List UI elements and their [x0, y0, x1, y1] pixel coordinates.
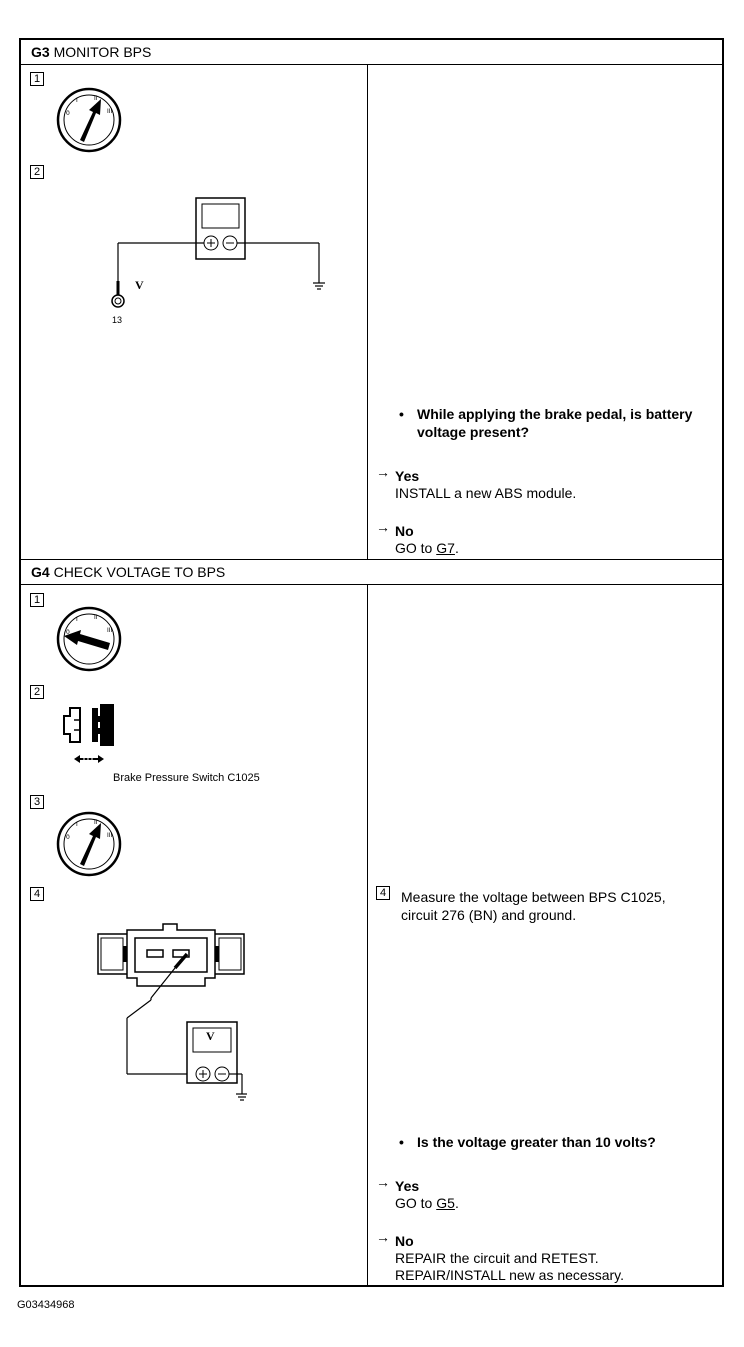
- connector-caption: Brake Pressure Switch C1025: [113, 772, 260, 784]
- svg-text:0: 0: [66, 110, 70, 117]
- svg-text:III: III: [107, 108, 113, 115]
- section-header-g4: [21, 560, 722, 585]
- svg-text:III: III: [107, 832, 113, 839]
- no-action-prefix: GO to: [395, 540, 433, 556]
- svg-text:II: II: [94, 819, 98, 826]
- question-text: While applying the brake pedal, is battery: [417, 406, 693, 422]
- step-number-box: 2: [30, 165, 44, 179]
- svg-text:III: III: [107, 627, 113, 634]
- step-number-box: 1: [30, 72, 44, 86]
- step-number-box: 2: [30, 685, 44, 699]
- step-number-box: 3: [30, 795, 44, 809]
- procedure-table: [19, 38, 724, 1287]
- column-divider-g3: [367, 65, 368, 560]
- svg-text:I: I: [76, 616, 78, 623]
- ignition-switch-off-icon: [54, 604, 124, 674]
- step-number-box: 4: [376, 886, 390, 900]
- section-id-g3: G3: [31, 44, 50, 60]
- no-label: No: [395, 1233, 414, 1249]
- voltmeter-label: V: [206, 1029, 215, 1043]
- no-action: REPAIR the circuit and RETEST.: [395, 1250, 599, 1266]
- arrow-icon: →: [376, 519, 390, 535]
- svg-text:0: 0: [66, 834, 70, 841]
- no-action: [395, 539, 459, 557]
- svg-text:I: I: [76, 97, 78, 104]
- svg-text:0: 0: [66, 629, 70, 636]
- figure-id: G03434968: [17, 1299, 75, 1311]
- svg-text:II: II: [94, 614, 98, 621]
- connector-pin-label: 13: [112, 315, 123, 325]
- goto-g5-link[interactable]: G5: [436, 1195, 455, 1211]
- voltmeter-circuit-diagram: [101, 195, 341, 335]
- arrow-icon: →: [376, 464, 390, 480]
- svg-text:I: I: [76, 821, 78, 828]
- arrow-icon: →: [376, 1229, 390, 1245]
- goto-g7-link[interactable]: G7: [436, 540, 455, 556]
- step-number-box: 4: [30, 887, 44, 901]
- no-action-suffix: .: [454, 540, 459, 556]
- step-number-box: 1: [30, 593, 44, 607]
- arrow-icon: →: [376, 1174, 390, 1190]
- ignition-switch-run-icon: [54, 85, 124, 155]
- measure-instruction-line2: circuit 276 (BN) and ground.: [401, 907, 577, 923]
- column-divider-g4: [367, 585, 368, 1287]
- question-text-line2: voltage present?: [417, 424, 530, 440]
- yes-action: [395, 1194, 459, 1212]
- question-bullet: •: [399, 1134, 404, 1150]
- section-title-g3: MONITOR BPS: [53, 44, 152, 60]
- measure-instruction: Measure the voltage between BPS C1025,: [401, 889, 666, 905]
- no-label: No: [395, 523, 414, 539]
- yes-action-prefix: GO to: [395, 1195, 433, 1211]
- yes-action-suffix: .: [454, 1195, 459, 1211]
- section-header-g3: [21, 40, 722, 65]
- svg-text:II: II: [94, 95, 98, 102]
- connector-voltage-probe-diagram: [97, 920, 247, 1105]
- yes-action: INSTALL a new ABS module.: [395, 485, 577, 501]
- voltmeter-label: V: [135, 278, 144, 292]
- no-action-line2: REPAIR/INSTALL new as necessary.: [395, 1267, 625, 1283]
- section-id-g4: G4: [31, 564, 50, 580]
- ignition-switch-run-icon: [54, 809, 124, 879]
- yes-label: Yes: [395, 468, 420, 484]
- question-text: Is the voltage greater than 10 volts?: [417, 1134, 656, 1150]
- question-bullet: •: [399, 406, 404, 422]
- yes-label: Yes: [395, 1178, 420, 1194]
- disconnect-connector-icon: [56, 700, 126, 768]
- section-title-g4: CHECK VOLTAGE TO BPS: [53, 564, 226, 580]
